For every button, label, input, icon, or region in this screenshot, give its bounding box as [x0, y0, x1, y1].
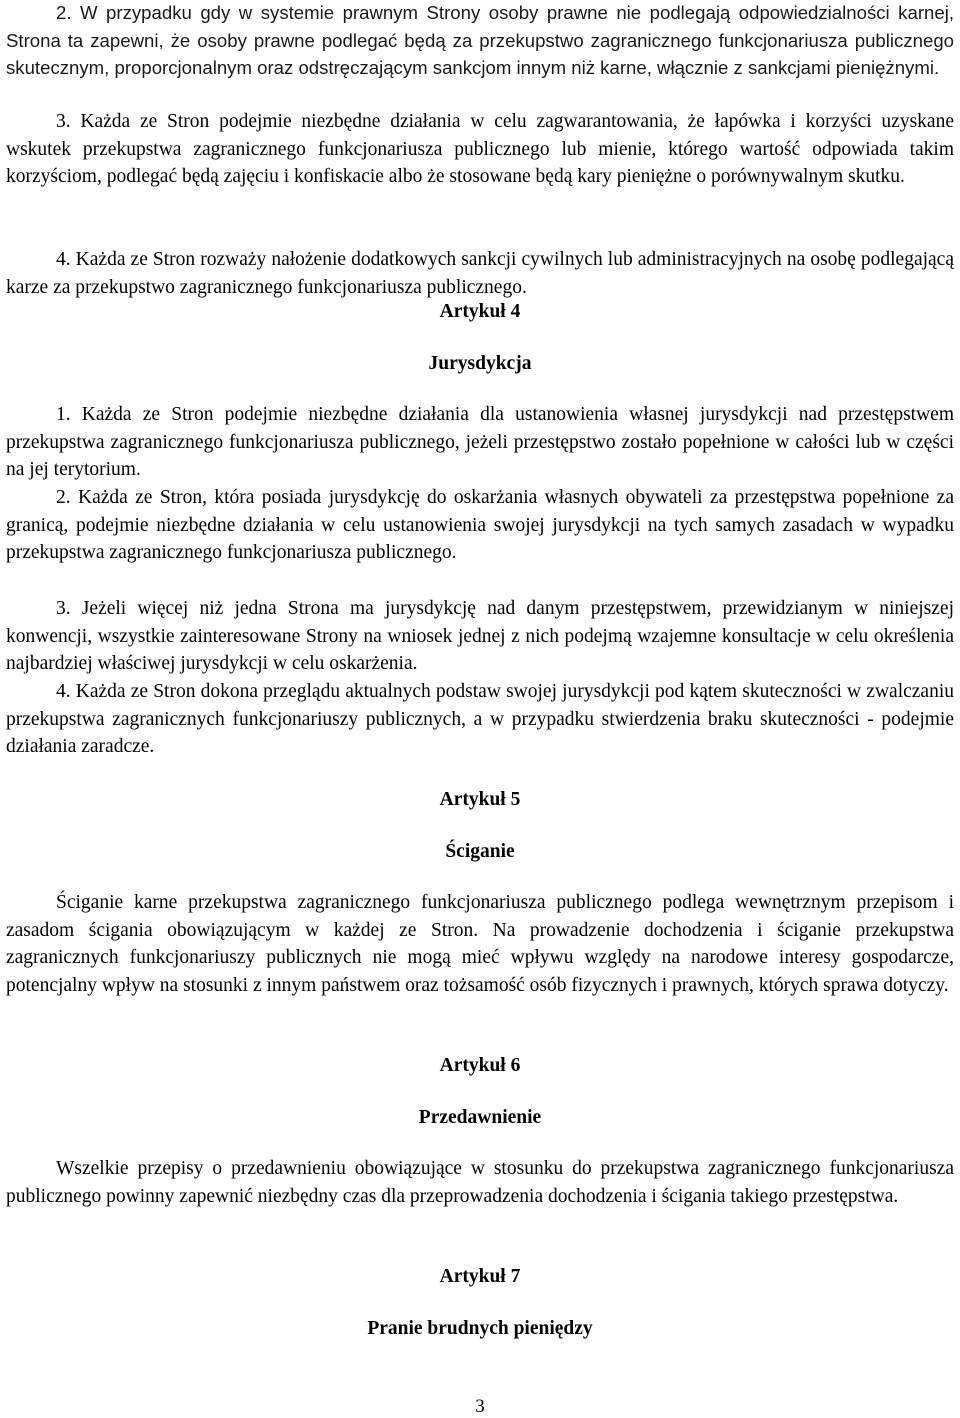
article6-paragraph-1: Wszelkie przepisy o przedawnieniu obowiązujące w stosunku do przekupstwa zagranicznego funkcjonariusza publicznego powinny zapewnić niezbędny czas dla przeprowadzenia dochodzenia i ścigania takiego przestępstwa. [6, 1158, 954, 1207]
article5-paragraph-1: Ściganie karne przekupstwa zagranicznego funkcjonariusza publicznego podlega wewnętrznym przepisom i zasadom ścigania obowiązującym w każdej ze Stron. Na prowadzenie dochodzenia i ściganie przekupstwa zagranicznych funkcjonariuszy publicznych nie mogą mieć wpływu względy na narodowe interesy gospodarcze, potencjalny wpływ na stosunki z innym państwem oraz tożsamość osób fizycznych i prawnych, których sprawa dotyczy. [6, 892, 954, 996]
article3-paragraph-2: 2. W przypadku gdy w systemie prawnym Strony osoby prawne nie podlegają odpowiedzialności karnej, Strona ta zapewni, że osoby prawne podlegać będą za przekupstwo zagranicznego funkcjonariusza publicznego skutecznym, proporcjonalnym oraz odstręczającym sankcjom innym niż karne, włącznie z sankcjami pieniężnymi. [6, 2, 954, 79]
article5-number: Artykuł 5 [439, 789, 521, 810]
article7-title: Pranie brudnych pieniędzy [367, 1318, 593, 1339]
article4-paragraph-2: 2. Każda ze Stron, która posiada jurysdykcję do oskarżania własnych obywateli za przestępstwa popełnione za granicą, podejmie niezbędne działania w celu ustanowienia swojej jurysdykcji na tych samych zasadach w wypadku przekupstwa zagranicznego funkcjonariusza publicznego. [6, 487, 954, 564]
article4-title: Jurysdykcja [428, 353, 532, 374]
article7-number: Artykuł 7 [439, 1266, 521, 1287]
page-number: 3 [475, 1396, 485, 1417]
article5-title: Ściganie [445, 841, 515, 862]
article4-paragraph-4: 4. Każda ze Stron dokona przeglądu aktualnych podstaw swojej jurysdykcji pod kątem skuteczności w zwalczaniu przekupstwa zagranicznych funkcjonariuszy publicznych, a w przypadku stwierdzenia braku skuteczności - podejmie działania zaradcze. [6, 681, 954, 758]
article4-paragraph-3: 3. Jeżeli więcej niż jedna Strona ma jurysdykcję nad danym przestępstwem, przewidzianym w niniejszej konwencji, wszystkie zainteresowane Strony na wniosek jednej z nich podejmą wzajemne konsultacje w celu określenia najbardziej właściwej jurysdykcji w celu oskarżenia. [6, 598, 954, 675]
article4-number: Artykuł 4 [439, 301, 521, 322]
article3-paragraph-4: 4. Każda ze Stron rozważy nałożenie dodatkowych sankcji cywilnych lub administracyjnych na osobę podlegającą karze za przekupstwo zagranicznego funkcjonariusza publicznego. [6, 249, 954, 298]
article4-paragraph-1: 1. Każda ze Stron podejmie niezbędne działania dla ustanowienia własnej jurysdykcji nad przestępstwem przekupstwa zagranicznego funkcjonariusza publicznego, jeżeli przestępstwo zostało popełnione w całości lub w części na jej terytorium. [6, 404, 954, 481]
article3-paragraph-3: 3. Każda ze Stron podejmie niezbędne działania w celu zagwarantowania, że łapówka i korzyści uzyskane wskutek przekupstwa zagranicznego funkcjonariusza publicznego lub mienie, którego wartość odpowiada takim korzyściom, podlegać będą zajęciu i konfiskacie albo że stosowane będą kary pieniężne o porównywalnym skutku. [6, 111, 954, 188]
article6-title: Przedawnienie [418, 1107, 542, 1128]
article6-number: Artykuł 6 [439, 1055, 521, 1076]
